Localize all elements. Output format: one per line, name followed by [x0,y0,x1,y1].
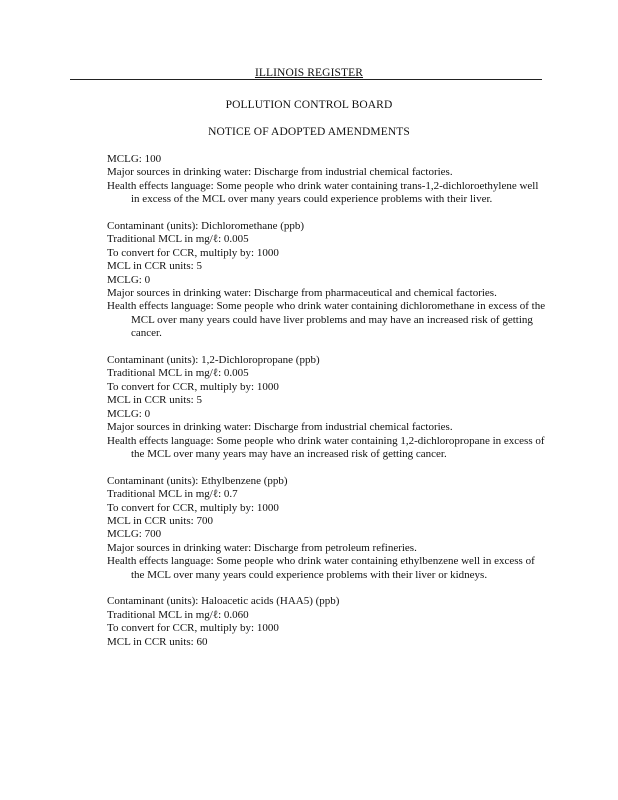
header-rule [70,79,542,80]
mclg: MCLG: 0 [107,407,151,420]
document-body [107,153,547,649]
traditional-mcl: Traditional MCL in mg/ℓ: 0.005 [107,233,249,246]
ccr-conversion: To convert for CCR, multiply by: 1000 [107,622,279,635]
contaminant-haloacetic-acids: Contaminant (units): Haloacetic acids (HAA5) (ppb) [107,595,340,608]
ccr-conversion: To convert for CCR, multiply by: 1000 [107,246,279,259]
board-title: POLLUTION CONTROL BOARD [225,99,393,111]
health-effects: Health effects language: Some people who drink water containing ethylbenzene well in excess of the MCL over many years could experience problems with their liver or kidneys. [107,555,535,581]
health-effects: Health effects language: Some people who drink water containing 1,2-dichloropropane in excess of the MCL over many years may have an increased risk of getting cancer. [107,434,545,460]
intro-sources: Major sources in drinking water: Discharge from industrial chemical factories. [107,166,453,179]
traditional-mcl: Traditional MCL in mg/ℓ: 0.060 [107,608,249,621]
health-effects: Health effects language: Some people who drink water containing dichloromethane in excess of the MCL over many years could have liver problems and may have an increased risk of getting cancer. [107,300,546,340]
major-sources: Major sources in drinking water: Discharge from industrial chemical factories. [107,421,453,434]
contaminant-dichloropropane: Contaminant (units): 1,2-Dichloropropane (ppb) [107,354,320,367]
intro-mclg: MCLG: 100 [107,153,162,165]
traditional-mcl: Traditional MCL in mg/ℓ: 0.005 [107,367,249,380]
traditional-mcl: Traditional MCL in mg/ℓ: 0.7 [107,488,238,501]
mclg: MCLG: 0 [107,273,151,286]
major-sources: Major sources in drinking water: Discharge from petroleum refineries. [107,541,417,554]
ccr-conversion: To convert for CCR, multiply by: 1000 [107,501,279,514]
mcl-ccr-units: MCL in CCR units: 60 [107,635,208,648]
ccr-conversion: To convert for CCR, multiply by: 1000 [107,380,279,393]
notice-title: NOTICE OF ADOPTED AMENDMENTS [208,126,410,138]
mclg: MCLG: 700 [107,528,162,541]
mcl-ccr-units: MCL in CCR units: 5 [107,394,202,407]
intro-health-effects: Health effects language: Some people who drink water containing trans-1,2-dichloroethylene well in excess of the MCL over many years could experience problems with their liver. [107,179,539,206]
major-sources: Major sources in drinking water: Discharge from pharmaceutical and chemical factories. [107,287,497,300]
contaminant-dichloromethane: Contaminant (units): Dichloromethane (ppb) [107,220,305,233]
mcl-ccr-units: MCL in CCR units: 700 [107,514,213,527]
contaminant-ethylbenzene: Contaminant (units): Ethylbenzene (ppb) [107,474,288,487]
register-title: ILLINOIS REGISTER [254,67,364,79]
mcl-ccr-units: MCL in CCR units: 5 [107,260,202,273]
